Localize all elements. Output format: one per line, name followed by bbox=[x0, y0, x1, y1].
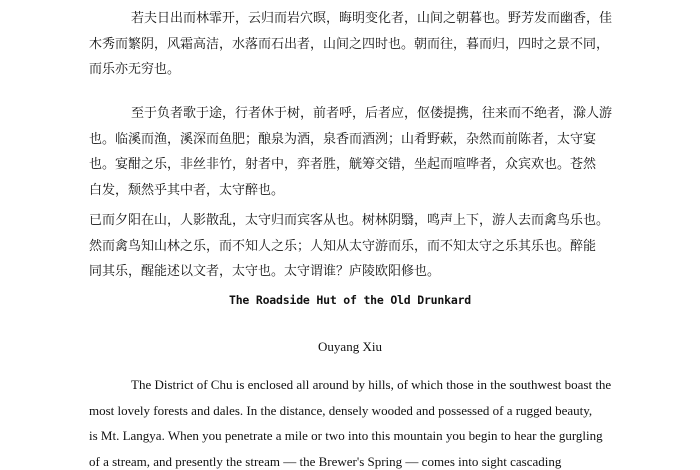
author-name: Ouyang Xiu bbox=[318, 339, 382, 354]
text-line: 也。宴酣之乐，非丝非竹，射者中，弈者胜，觥筹交错，坐起而喧哗者，众宾欢也。苍然 bbox=[89, 157, 597, 172]
text-line: 同其乐，醒能述以文者，太守也。太守谓谁？庐陵欧阳修也。 bbox=[89, 264, 441, 279]
chinese-paragraph-1 bbox=[89, 6, 617, 83]
chinese-paragraph-3 bbox=[89, 208, 617, 285]
text-line: most lovely forests and dales. In the distance, densely wooded and possessed of a rugged beauty, bbox=[89, 402, 593, 418]
text-line: 白发，颓然乎其中者，太守醉也。 bbox=[89, 182, 285, 198]
text-line: is Mt. Langya. When you penetrate a mile or two into this mountain you begin to hear the gurgling bbox=[89, 428, 603, 443]
text-line: 而乐亦无穷也。 bbox=[89, 62, 181, 77]
text-line: 至于负者歌于途，行者休于树，前者呼，后者应，伛偻提携，往来而不绝者，滁人游 bbox=[131, 106, 613, 121]
chinese-paragraph-2 bbox=[89, 101, 617, 203]
text-line: The District of Chu is enclosed all around by hills, of which those in the southwest boast the bbox=[131, 377, 612, 392]
text-line: 然而禽鸟知山林之乐，而不知人之乐；人知从太守游而乐，而不知太守之乐其乐也。醉能 bbox=[89, 238, 597, 254]
text-line: of a stream, and presently the stream — the Brewer's Spring — comes into sight cascading bbox=[89, 453, 562, 469]
english-title: The Roadside Hut of the Old Drunkard bbox=[228, 293, 472, 307]
text-line: 若夫日出而林霏开，云归而岩穴暝，晦明变化者，山间之朝暮也。野芳发而幽香，佳 bbox=[131, 11, 613, 26]
text-line: 木秀而繁阴，风霜高洁，水落而石出者，山间之四时也。朝而往，暮而归，四时之景不同， bbox=[89, 36, 610, 52]
text-line: 已而夕阳在山，人影散乱，太守归而宾客从也。树林阴翳，鸣声上下，游人去而禽鸟乐也。 bbox=[89, 213, 610, 228]
english-paragraph-1 bbox=[89, 372, 619, 470]
text-line: 也。临溪而渔，溪深而鱼肥；酿泉为酒，泉香而酒洌；山肴野蔌，杂然而前陈者，太守宴 bbox=[89, 131, 597, 147]
